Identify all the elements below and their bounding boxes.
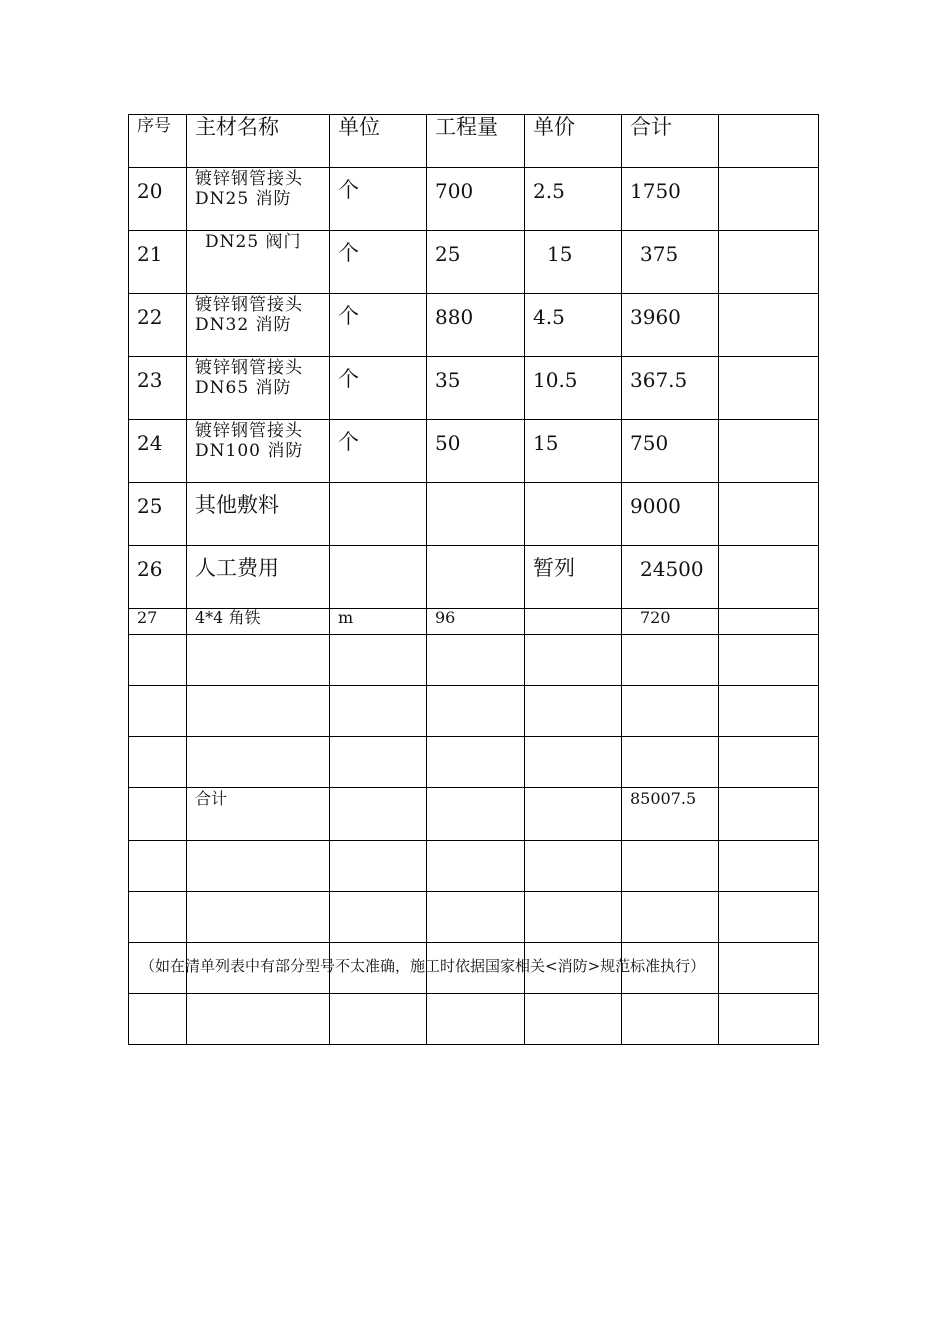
cell-price: 15 [525, 420, 622, 483]
header-seq: 序号 [129, 115, 187, 168]
cell-name-line1: DN25 阀门 [205, 232, 302, 252]
cell-seq: 26 [129, 546, 187, 609]
materials-table [128, 114, 819, 1045]
header-unit: 单位 [330, 115, 427, 168]
summary-row [129, 788, 819, 841]
cell-qty: 50 [427, 420, 525, 483]
summary-label: 合计 [187, 788, 330, 841]
cell-total: 24500 [622, 546, 719, 609]
cell-seq [129, 788, 187, 841]
cell-price [525, 483, 622, 546]
table-header-row [129, 115, 819, 168]
cell-total: 3960 [622, 294, 719, 357]
header-blank [719, 115, 819, 168]
cell-name-line1: 镀锌钢管接头 [195, 169, 303, 189]
cell-seq: 23 [129, 357, 187, 420]
cell-qty: 96 [427, 609, 525, 635]
header-name: 主材名称 [187, 115, 330, 168]
cell-price: 暂列 [525, 546, 622, 609]
cell-name-line1: 镀锌钢管接头 [195, 421, 303, 441]
cell-name-line2: DN100 消防 [195, 440, 304, 461]
cell-total: 9000 [622, 483, 719, 546]
cell-total: 375 [622, 231, 719, 294]
empty-row [129, 737, 819, 788]
cell-price [525, 609, 622, 635]
cell-unit [330, 546, 427, 609]
cell-name [187, 231, 330, 294]
summary-total: 85007.5 [622, 788, 719, 841]
cell-blank [719, 483, 819, 546]
cell-unit [330, 788, 427, 841]
cell-price: 2.5 [525, 168, 622, 231]
empty-row [129, 635, 819, 686]
table-row [129, 357, 819, 420]
table-row [129, 609, 819, 635]
cell-blank [719, 420, 819, 483]
footnote: （如在清单列表中有部分型号不太准确，施工时依据国家相关<消防>规范标准执行） [140, 957, 706, 975]
cell-seq: 24 [129, 420, 187, 483]
cell-name: 4*4 角铁 [187, 609, 330, 635]
cell-name-line2: DN25 消防 [195, 188, 292, 209]
cell-seq: 22 [129, 294, 187, 357]
cell-price: 10.5 [525, 357, 622, 420]
cell-qty [427, 483, 525, 546]
cell-blank [719, 168, 819, 231]
cell-qty [427, 788, 525, 841]
cell-qty: 25 [427, 231, 525, 294]
cell-name [187, 168, 330, 231]
table-row [129, 420, 819, 483]
cell-blank [719, 294, 819, 357]
cell-name: 其他敷料 [187, 483, 330, 546]
cell-total: 367.5 [622, 357, 719, 420]
cell-price [525, 788, 622, 841]
cell-unit: m [330, 609, 427, 635]
empty-row [129, 994, 819, 1045]
empty-row [129, 841, 819, 892]
table-row [129, 231, 819, 294]
header-price: 单价 [525, 115, 622, 168]
cell-unit: 个 [330, 168, 427, 231]
cell-blank [719, 546, 819, 609]
cell-name-line2: DN65 消防 [195, 377, 292, 398]
cell-qty: 700 [427, 168, 525, 231]
cell-qty: 880 [427, 294, 525, 357]
cell-blank [719, 357, 819, 420]
empty-row [129, 686, 819, 737]
cell-name: 人工费用 [187, 546, 330, 609]
cell-name [187, 357, 330, 420]
cell-seq: 20 [129, 168, 187, 231]
cell-seq: 21 [129, 231, 187, 294]
cell-name [187, 294, 330, 357]
cell-name-line1: 镀锌钢管接头 [195, 295, 303, 315]
cell-unit [330, 483, 427, 546]
header-qty: 工程量 [427, 115, 525, 168]
cell-blank [719, 788, 819, 841]
table-row [129, 483, 819, 546]
cell-qty: 35 [427, 357, 525, 420]
table-row [129, 168, 819, 231]
cell-blank [719, 231, 819, 294]
cell-unit: 个 [330, 357, 427, 420]
table-row [129, 546, 819, 609]
cell-name-line2: DN32 消防 [195, 314, 292, 335]
cell-total: 1750 [622, 168, 719, 231]
cell-blank [719, 609, 819, 635]
cell-price: 4.5 [525, 294, 622, 357]
cell-unit: 个 [330, 294, 427, 357]
cell-name [187, 420, 330, 483]
cell-qty [427, 546, 525, 609]
table-row [129, 294, 819, 357]
cell-total: 750 [622, 420, 719, 483]
cell-total: 720 [622, 609, 719, 635]
cell-seq: 25 [129, 483, 187, 546]
cell-name-line1: 镀锌钢管接头 [195, 358, 303, 378]
cell-price: 15 [525, 231, 622, 294]
empty-row [129, 892, 819, 943]
cell-unit: 个 [330, 420, 427, 483]
cell-seq: 27 [129, 609, 187, 635]
cell-unit: 个 [330, 231, 427, 294]
header-total: 合计 [622, 115, 719, 168]
